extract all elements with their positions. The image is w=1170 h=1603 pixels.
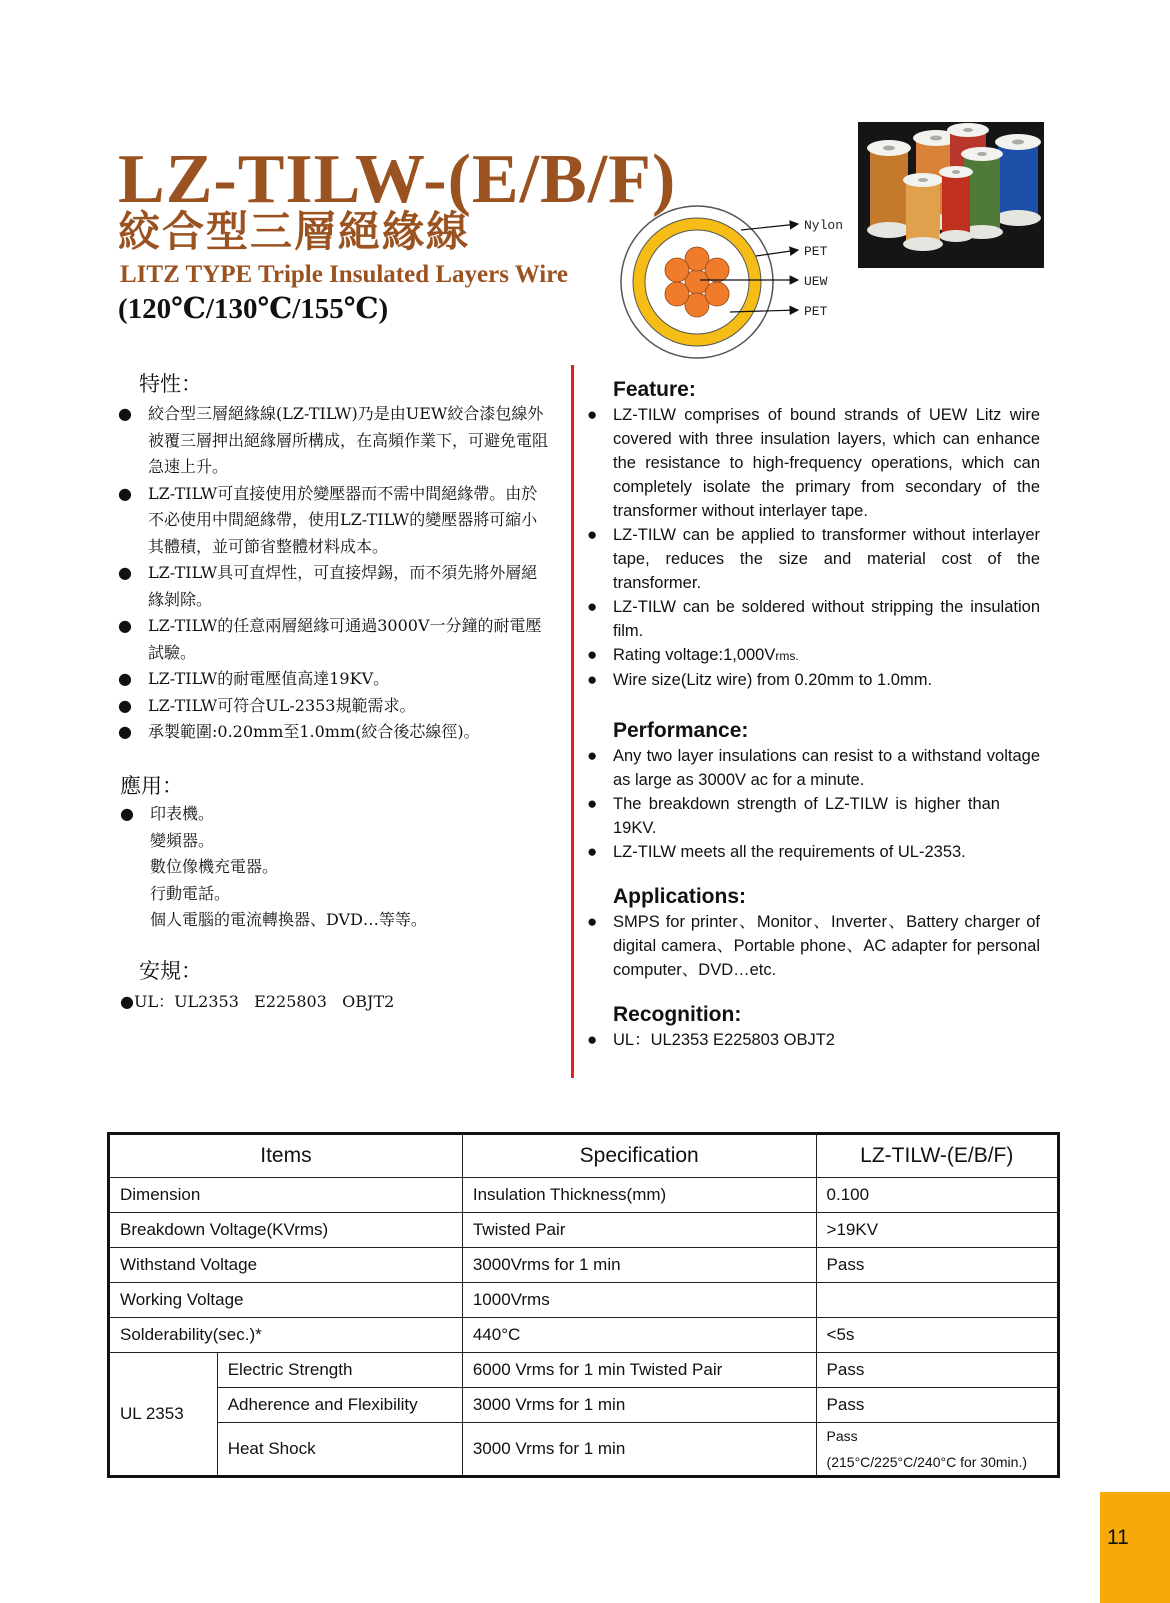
cell-value [816,1283,1058,1318]
feature-cn-item: ● 絞合型三層絕緣線(LZ-TILW)乃是由UEW絞合漆包線外被覆三層押出絕緣層所構成，在高頻作業下，可避免電阻急速上升。 [118,401,550,481]
table-row [109,1283,1059,1318]
cell-spec: 3000Vrms for 1 min [462,1248,816,1283]
table-row [109,1388,1059,1423]
header-items: Items [109,1134,463,1178]
recognition-list [587,1028,1040,1052]
performance-heading: Performance: [613,719,749,742]
feature-item: ● LZ-TILW can be applied to transformer without interlayer tape, reduces the size and material cost of the transformer. [587,523,1040,595]
feature-list [587,403,1040,692]
cell-spec: Insulation Thickness(mm) [462,1178,816,1213]
cell-value: Pass [816,1248,1058,1283]
safety-heading-cn: 安規： [139,959,202,983]
applications-item: ● SMPS for printer、Monitor、Inverter、Battery charger of digital camera、Portable phone、AC adapter for personal computer、DVD…etc. [587,910,1040,982]
column-divider [571,365,574,1078]
cell-item: Withstand Voltage [109,1248,463,1283]
cell-spec: 1000Vrms [462,1283,816,1318]
table-row [109,1248,1059,1283]
application-cn-line: ● 印表機。 [150,804,215,823]
feature-cn-item: ● LZ-TILW的耐電壓值高達19KV。 [118,666,550,693]
cell-value: <5s [816,1318,1058,1353]
application-cn-line: 數位像機充電器。 [150,857,279,876]
cell-item: Dimension [109,1178,463,1213]
layer-label-pet-outer: PET [804,244,828,259]
cell-item: Breakdown Voltage(KVrms) [109,1213,463,1248]
cell-item: Solderability(sec.)* [109,1318,463,1353]
table-row [109,1353,1059,1388]
cell-spec: 440°C [462,1318,816,1353]
performance-item: ● LZ-TILW meets all the requirements of UL-2353. [587,840,1040,864]
wire-spools-photo [858,122,1044,268]
feature-item: ● LZ-TILW can be soldered without stripping the insulation film. [587,595,1040,643]
cell-item: Adherence and Flexibility [217,1388,462,1423]
cell-value: >19KV [816,1213,1058,1248]
wire-cross-section-diagram [620,204,880,364]
header-specification: Specification [462,1134,816,1178]
product-title-chinese: 絞合型三層絕緣線 [118,207,471,256]
spool-blue [995,134,1041,226]
application-cn-line: 行動電話。 [150,883,231,903]
product-title-english: LITZ TYPE Triple Insulated Layers Wire [120,261,568,288]
cell-spec: 3000 Vrms for 1 min [462,1388,816,1423]
applications-list [587,910,1040,982]
performance-list [587,744,1040,864]
product-model-title: LZ-TILW-(E/B/F) [118,141,677,218]
feature-item: ● Wire size(Litz wire) from 0.20mm to 1.0mm. [587,668,1040,692]
cell-value: Pass [816,1353,1058,1388]
layer-label-nylon: Nylon [804,218,844,233]
cell-value-with-note [816,1423,1058,1477]
table-row [109,1318,1059,1353]
cell-ul-group-label: UL 2353 [109,1353,218,1477]
features-list-cn [118,401,550,746]
feature-cn-item: ● LZ-TILW可符合UL-2353規範需求。 [118,693,550,720]
specification-table [107,1132,1060,1478]
application-cn-line: 個人電腦的電流轉換器、DVD…等等。 [150,910,427,929]
applications-cn-item [120,801,550,934]
safety-ul-line-cn: ●UL：UL2353 E225803 OBJT2 [120,992,395,1011]
feature-heading: Feature: [613,378,696,401]
feature-cn-item: ● 承製範圍:0.20mm至1.0mm(絞合後芯線徑)。 [118,719,550,746]
spool-orange-left [867,140,911,238]
features-heading-cn: 特性： [139,372,202,396]
table-row [109,1178,1059,1213]
feature-item: ● LZ-TILW comprises of bound strands of UEW Litz wire covered with three insulation layers, which can enhance the resistance to high-frequency operations, which can completely isolate the primary from secondary of the transformer without interlayer tape. [587,403,1040,523]
rms-suffix: rms. [775,649,799,663]
cell-value: Pass [816,1388,1058,1423]
performance-item: ● Any two layer insulations can resist to a withstand voltage as large as 3000V ac for a minute. [587,744,1040,792]
header-product: LZ-TILW-(E/B/F) [816,1134,1058,1178]
layer-label-uew: UEW [804,274,828,289]
feature-cn-item: ● LZ-TILW具可直焊性，可直接焊錫，而不須先將外層絕緣剝除。 [118,560,550,613]
applications-heading-cn: 應用： [120,774,183,798]
cell-spec: 6000 Vrms for 1 min Twisted Pair [462,1353,816,1388]
performance-item: ● The breakdown strength of LZ-TILW is higher than 19KV. [587,792,1040,840]
table-header-row [109,1134,1059,1178]
applications-list-cn [120,801,550,934]
cell-item: Working Voltage [109,1283,463,1318]
table-row [109,1423,1059,1477]
table-row [109,1213,1059,1248]
recognition-heading: Recognition: [613,1003,742,1026]
feature-cn-item: ● LZ-TILW可直接使用於變壓器而不需中間絕緣帶。由於不必使用中間絕緣帶，使用LZ-TILW的變壓器將可縮小其體積，並可節省整體材料成本。 [118,481,550,561]
cell-item: Electric Strength [217,1353,462,1388]
heat-shock-note: (215°C/225°C/240°C for 30min.) [826,1454,1027,1470]
english-column [587,377,1040,1052]
feature-cn-item: ● LZ-TILW的任意兩層絕緣可通過3000V一分鐘的耐電壓試驗。 [118,613,550,666]
heat-shock-result: Pass [826,1428,858,1444]
application-cn-line: 變頻器。 [150,830,215,850]
cell-value: 0.100 [816,1178,1058,1213]
recognition-item: ● UL：UL2353 E225803 OBJT2 [587,1028,1040,1052]
spool-red-front [939,166,973,242]
layer-label-pet-inner: PET [804,304,828,319]
cell-spec: 3000 Vrms for 1 min [462,1423,816,1477]
feature-item: ● Rating voltage:1,000Vrms. [587,643,1040,668]
cell-item: Heat Shock [217,1423,462,1477]
cell-spec: Twisted Pair [462,1213,816,1248]
spool-yellow-front [903,173,943,251]
temperature-ratings: (120℃/130℃/155℃) [118,293,389,325]
page-number: 11 [1107,1526,1129,1549]
applications-heading: Applications: [613,885,747,908]
